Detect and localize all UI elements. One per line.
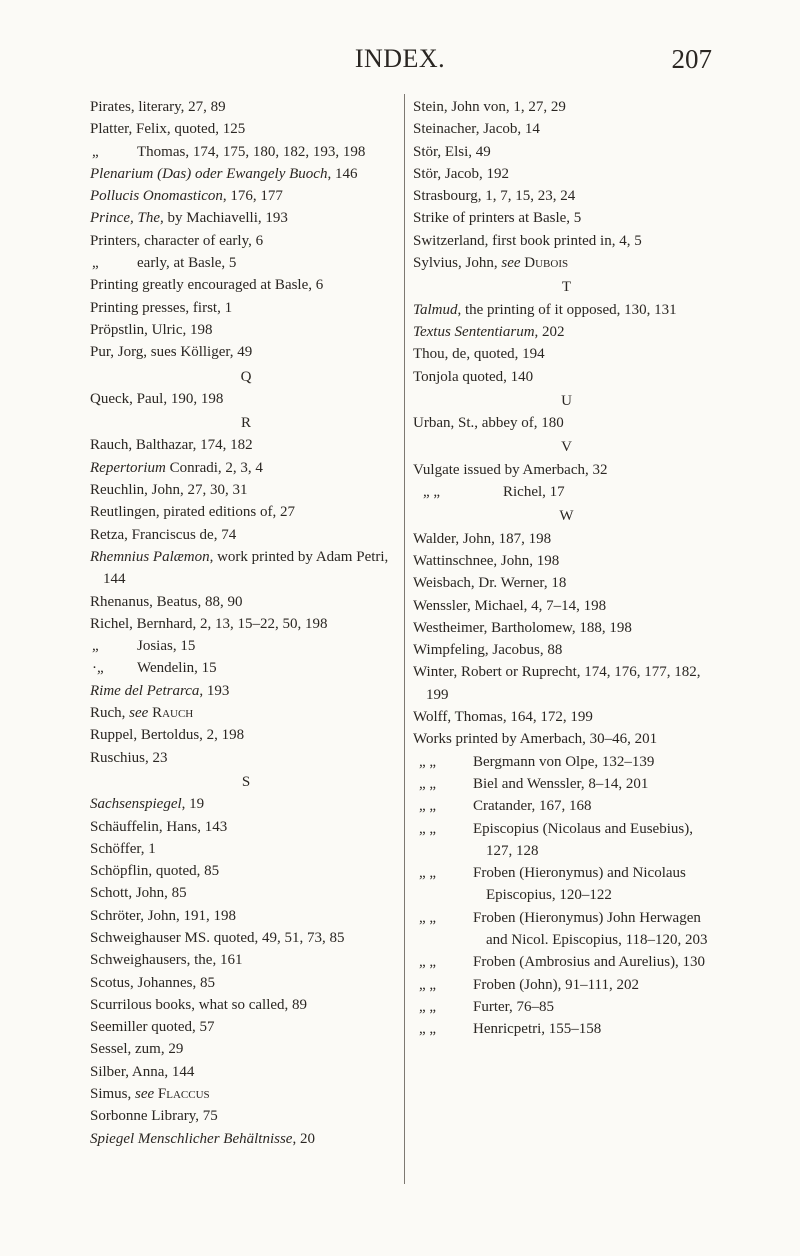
subentry-text: Froben (Ambrosius and Aurelius), 130 <box>473 954 706 971</box>
subentry-text: Thomas, 174, 175, 180, 182, 193, 198 <box>137 143 366 160</box>
entry-italic: Textus Sententiarum <box>413 323 535 340</box>
index-entry: Wattinschnee, John, 198 <box>413 552 560 569</box>
entry-italic: Prince, The <box>90 210 160 227</box>
index-entry: Ruch, see Rauch <box>90 705 194 722</box>
ditto-mark: „ „ <box>419 820 437 837</box>
section-letter-u: U <box>561 392 572 409</box>
page-title: INDEX. <box>354 44 446 73</box>
index-entry: Spiegel Menschlicher Behältnisse, 20 <box>90 1130 315 1147</box>
entry-italic: Plenarium (Das) oder Ewangely Buoch <box>90 165 328 182</box>
index-entry: Repertorium Conradi, 2, 3, 4 <box>90 459 263 476</box>
subentry-text: Josias, 15 <box>137 638 196 655</box>
index-entry: Rauch, Balthazar, 174, 182 <box>90 437 253 454</box>
index-entry: Pirates, literary, 27, 89 <box>90 99 226 115</box>
works-subentry <box>413 907 720 952</box>
index-entry: Schöpflin, quoted, 85 <box>90 863 220 880</box>
works-subentry <box>413 974 720 996</box>
works-subentry <box>413 773 720 795</box>
entry-italic: Rime del Petrarca <box>90 682 200 699</box>
index-entry: Textus Sententiarum, 202 <box>413 323 565 340</box>
index-entry: Schweighausers, the, 161 <box>90 952 243 969</box>
ditto-mark: „ „ <box>419 998 437 1015</box>
ditto-mark: „ „ <box>419 954 437 971</box>
ditto-mark: „ „ <box>419 865 437 882</box>
index-entry: Sylvius, John, see Dubois <box>413 255 569 272</box>
subentry-text: Bergmann von Olpe, 132–139 <box>473 753 655 770</box>
index-entry: Schäuffelin, Hans, 143 <box>90 818 228 835</box>
entry-italic: Repertorium <box>90 459 166 476</box>
entry-italic: Rhemnius Palæmon <box>90 548 210 565</box>
index-entry: Winter, Robert or Ruprecht, 174, 176, 177, 182, 199 <box>413 664 701 703</box>
subentry-text: Froben (John), 91–111, 202 <box>473 976 639 993</box>
index-entry: Stör, Jacob, 192 <box>413 165 510 182</box>
index-entry: Retza, Franciscus de, 74 <box>90 526 237 543</box>
left-column <box>90 96 402 1150</box>
index-entry: Schröter, John, 191, 198 <box>90 907 237 924</box>
index-entry: Steinacher, Jacob, 14 <box>413 121 540 138</box>
ditto-mark: ·„ <box>92 660 104 677</box>
index-entry: Silber, Anna, 144 <box>90 1063 195 1080</box>
index-entry: Ruppel, Bertoldus, 2, 198 <box>90 727 245 744</box>
index-entry: Sachsenspiegel, 19 <box>90 796 205 813</box>
index-entry: Weisbach, Dr. Werner, 18 <box>413 575 567 592</box>
index-entry: Talmud, the printing of it opposed, 130, 131 <box>413 301 677 318</box>
subentry-text: Wendelin, 15 <box>137 660 217 677</box>
index-entry: Stein, John von, 1, 27, 29 <box>413 99 566 115</box>
index-entry: Vulgate issued by Amerbach, 32 <box>413 461 608 478</box>
ditto-mark: „ <box>92 143 99 160</box>
subentry-text: Cratander, 167, 168 <box>473 798 592 815</box>
index-entry: Rhenanus, Beatus, 88, 90 <box>90 593 243 610</box>
index-entry: Richel, Bernhard, 2, 13, 15–22, 50, 198 <box>90 615 328 632</box>
index-entry: Rhemnius Palæmon, work printed by Adam Petri, 144 <box>90 548 389 588</box>
index-subentry <box>90 252 402 274</box>
works-subentry <box>413 951 720 973</box>
subentry-text: Richel, 17 <box>503 484 565 501</box>
index-entry: Ruschius, 23 <box>90 749 168 766</box>
subentry-text: Furter, 76–85 <box>473 998 555 1015</box>
ditto-mark: „ „ <box>419 976 437 993</box>
index-subentry <box>413 481 720 503</box>
index-entry: Reuchlin, John, 27, 30, 31 <box>90 482 248 499</box>
index-entry: Printing presses, first, 1 <box>90 299 233 316</box>
section-letter-v: V <box>561 439 572 456</box>
index-entry: Rime del Petrarca, 193 <box>90 682 230 699</box>
index-entry: Pröpstlin, Ulric, 198 <box>90 321 213 338</box>
index-entry: Strike of printers at Basle, 5 <box>413 210 582 227</box>
works-subentry <box>413 795 720 817</box>
index-entry: Queck, Paul, 190, 198 <box>90 390 224 407</box>
works-subentry <box>413 1018 720 1040</box>
index-entry: Walder, John, 187, 198 <box>413 530 552 547</box>
index-entry: Tonjola quoted, 140 <box>413 368 534 385</box>
subentry-text: Froben (Hieronymus) John Herwagen and Nicol. Episcopius, 118–120, 203 <box>473 909 708 948</box>
subentry-text: Episcopius (Nicolaus and Eusebius), 127, 128 <box>473 820 693 859</box>
index-entry: Schöffer, 1 <box>90 840 156 857</box>
section-letter-t: T <box>561 279 572 296</box>
page-number: 207 <box>671 44 712 74</box>
index-entry: Thou, de, quoted, 194 <box>413 346 545 363</box>
index-entry: Wolff, Thomas, 164, 172, 199 <box>413 709 593 726</box>
works-subentry <box>413 751 720 773</box>
index-entry: Switzerland, first book printed in, 4, 5 <box>413 232 642 249</box>
ditto-mark: „ „ <box>423 484 441 501</box>
column-divider <box>404 94 405 1184</box>
entry-italic: Sachsenspiegel <box>90 796 182 813</box>
ditto-mark: „ „ <box>419 909 437 926</box>
index-entry: Wenssler, Michael, 4, 7–14, 198 <box>413 597 607 614</box>
index-entry: Stör, Elsi, 49 <box>413 143 491 160</box>
ditto-mark: „ <box>92 255 99 272</box>
entry-italic: Spiegel Menschlicher Behältnisse <box>90 1130 293 1147</box>
subentry-text: Henricpetri, 155–158 <box>473 1021 602 1038</box>
entry-italic: Pollucis Onomasticon <box>90 188 223 205</box>
works-subentry <box>413 818 720 863</box>
index-entry: Platter, Felix, quoted, 125 <box>90 121 246 138</box>
index-entry: Strasbourg, 1, 7, 15, 23, 24 <box>413 188 576 205</box>
ditto-mark: „ „ <box>419 753 437 770</box>
index-entry: Schott, John, 85 <box>90 885 187 902</box>
index-entry: Scurrilous books, what so called, 89 <box>90 996 308 1013</box>
index-entry: Pur, Jorg, sues Kölliger, 49 <box>90 344 253 361</box>
ditto-mark: „ „ <box>419 775 437 792</box>
page-header <box>0 22 800 92</box>
ditto-mark: „ „ <box>419 798 437 815</box>
index-entry: Reutlingen, pirated editions of, 27 <box>90 504 295 521</box>
section-letter-r: R <box>240 415 251 432</box>
subentry-text: Froben (Hieronymus) and Nicolaus Episcopius, 120–122 <box>473 865 686 904</box>
index-entry: Scotus, Johannes, 85 <box>90 974 215 991</box>
subentry-text: early, at Basle, 5 <box>137 255 237 272</box>
section-letter-q: Q <box>240 368 252 385</box>
index-entry: Seemiller quoted, 57 <box>90 1019 215 1036</box>
index-entry: Sessel, zum, 29 <box>90 1041 184 1058</box>
index-entry: Printers, character of early, 6 <box>90 232 264 249</box>
index-subentry <box>90 657 402 679</box>
index-entry: Simus, see Flaccus <box>90 1086 210 1103</box>
index-entry: Pollucis Onomasticon, 176, 177 <box>90 188 283 205</box>
index-subentry <box>90 141 402 163</box>
ditto-mark: „ „ <box>419 1021 437 1038</box>
index-subentry <box>90 635 402 657</box>
index-entry: Sorbonne Library, 75 <box>90 1108 218 1125</box>
works-subentry <box>413 862 720 907</box>
ditto-mark: „ <box>92 638 99 655</box>
subentry-text: Biel and Wenssler, 8–14, 201 <box>473 775 649 792</box>
works-subentry <box>413 996 720 1018</box>
index-entry: Works printed by Amerbach, 30–46, 201 <box>413 731 658 748</box>
section-letter-s: S <box>241 773 251 790</box>
index-entry: Prince, The, by Machiavelli, 193 <box>90 210 288 227</box>
index-entry: Plenarium (Das) oder Ewangely Buoch, 146 <box>90 165 358 182</box>
index-entry: Westheimer, Bartholomew, 188, 198 <box>413 619 632 636</box>
section-letter-w: W <box>559 508 574 525</box>
entry-italic: Talmud <box>413 301 458 318</box>
index-entry: Printing greatly encouraged at Basle, 6 <box>90 277 324 294</box>
index-entry: Wimpfeling, Jacobus, 88 <box>413 642 563 659</box>
index-entry: Urban, St., abbey of, 180 <box>413 415 564 432</box>
index-entry: Schweighauser MS. quoted, 49, 51, 73, 85 <box>90 929 345 946</box>
right-column <box>413 96 720 1040</box>
